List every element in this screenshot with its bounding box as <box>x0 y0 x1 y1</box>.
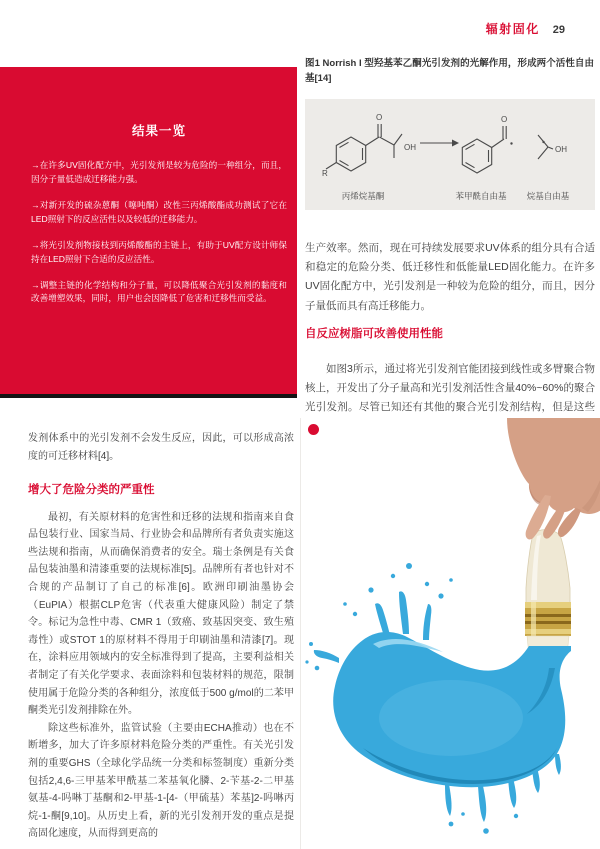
page-header <box>486 20 565 37</box>
results-box-title: 结果一览 <box>131 124 186 138</box>
brush-handle <box>526 530 570 604</box>
results-summary-box <box>0 67 297 398</box>
results-bullet: →将光引发剂物接枝到丙烯酸酯的主链上，有助于UV配方设计师保持在LED照射下合适的反应活性。 <box>31 239 287 264</box>
results-bullet: →对新开发的硫杂蒽酮（噻吨酮）改性三丙烯酸酯成功测试了它在LED照射下的反应活性以及较低的迁移能力。 <box>31 199 287 224</box>
section-heading: 自反应树脂可改善使用性能 <box>305 328 443 340</box>
atom-label-o: O <box>376 113 383 122</box>
continue-arrow-glyph: ❯ <box>321 425 327 433</box>
results-bullet: →在许多UV固化配方中，光引发剂是较为危险的一种组分，而且，因分子量低造成迁移能力强。 <box>31 160 287 184</box>
hand <box>507 418 600 539</box>
atom-label-o: O <box>501 115 508 124</box>
page-number: 29 <box>552 24 565 36</box>
paragraph-text: 如图3所示，通过将光引发剂官能团接到线性或多臂聚合物核上，开发出了分子量高和光引发剂活性含量40%~60%的聚合光引发剂。尽管已知还有其他的聚合光引发剂结构，但是这些 <box>305 362 595 414</box>
body-paragraph: 最初，有关原材料的危害性和迁移的法规和指南来自食品包装行业、国家当局、行业协会和品牌所有者负责实施这些法规和指南，从而确保消费者的安全。瑞士条例是有关食品包装油墨和清漆重要的法规标准[5]。品牌所有者也针对不合规的产品制订了自己的标准[6]。欧洲印刷油墨协会（EuPIA）根据CLP危害（代表重大健康风险）制定了禁令。标记为急性中毒、CMR 1（致癌、致基因突变、致生殖毒性）或STOT 1的原材料不得用于印刷油墨和清漆[7]。现在，涂料应用领域内的安全标准得到了提高，主要利益相关者制定了有关化学要求、表面涂料和包装材料的规范，限制使用属于危险分类的各种组分，浓度低于500 g/mol的二苯甲酮类光引发剂排除在外。 <box>28 511 294 717</box>
body-paragraph: 除这些标准外，监管试验（主要由ECHA推动）也在不断增多，加大了许多原材料危险分类的严重性。有关光引发剂的重要GHS（全球化学品统一分类和标签制度）重新分类包括2,4,6-三甲基苯甲酰基二苯基氧化膦、2-苄基-2-二甲基氨基-4-吗啉丁基酮和2-甲基-1-[4-（甲硫基）苯基]2-吗啉丙烷-1-酮[9,10]。从历史上看，新的光引发剂开发的重点是提高固化速度，从而得到更高的 <box>28 722 294 840</box>
figure-photolysis-scheme <box>305 99 595 210</box>
chemical-structures-diagram <box>305 99 595 210</box>
brush-ferrule <box>525 602 571 636</box>
left-column <box>28 430 294 843</box>
section-title: 辐射固化 <box>485 22 540 36</box>
molecule-label-alkyl-radical: 烷基自由基 <box>526 191 570 201</box>
paintbrush-splash-illustration <box>301 418 600 849</box>
body-paragraph: 发剂体系中的光引发剂不会发生反应，因此，可以形成高浓度的可迁移材料[4]。 <box>28 433 294 462</box>
brush-photo <box>300 418 600 849</box>
molecule-label-ketone: 丙烯烷基酮 <box>341 191 385 201</box>
figure-caption: 图1 Norrish I 型羟基苯乙酮光引发剂的光解作用，形成两个活性自由基[14] <box>305 58 594 84</box>
atom-label-oh: OH <box>404 143 416 152</box>
results-bullet: →调整主链的化学结构和分子量，可以降低聚合光引发剂的黏度和改善增塑效果，同时，用户也会因降低了危害和迁移性而受益。 <box>31 279 287 304</box>
section-heading: 增大了危险分类的严重性 <box>28 484 155 497</box>
molecule-label-benzoyl-radical: 苯甲酰自由基 <box>455 191 507 201</box>
atom-label-oh: OH <box>555 145 567 154</box>
atom-label-r: R <box>322 169 328 178</box>
body-paragraph: 生产效率。然而，现在可持续发展要求UV体系的组分具有合适和稳定的危险分类、低迁移性和低能量LED固化能力。在许多UV固化配方中，光引发剂是一种较为危险的组分，而且，因分子量低而具有高迁移能力。 <box>305 241 595 312</box>
